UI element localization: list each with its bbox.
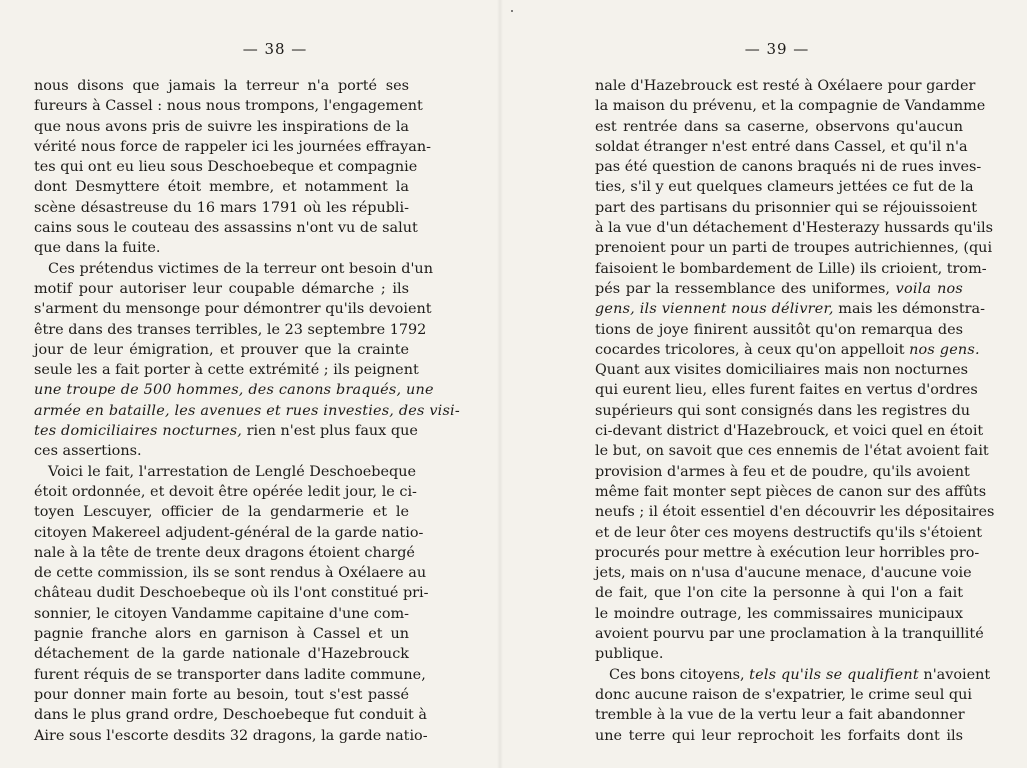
text-line: jets, mais on n'usa d'aucune menace, d'aucune voie (595, 565, 972, 582)
text-line: Ces prétendus victimes de la terreur ont besoin d'un (48, 260, 433, 277)
right-page (500, 0, 1000, 768)
text-line: gens, ils viennent nous délivrer, mais les démonstra- (595, 301, 985, 318)
text-line: à la vue d'un détachement d'Hesterazy hussards qu'ils (595, 220, 994, 237)
text-line: que nous avons pris de suivre les inspirations de la (34, 118, 409, 135)
text-line: Voici le fait, l'arrestation de Lenglé Deschoebeque (48, 463, 416, 480)
text-line: Quant aux visites domiciliaires mais non nocturnes (595, 362, 968, 379)
text-line: château dudit Deschoebeque où ils l'ont constitué pri- (34, 585, 429, 602)
text-line: une troupe de 500 hommes, des canons braqués, une (34, 382, 434, 399)
text-line: Aire sous l'escorte desdits 32 dragons, la garde natio- (34, 727, 428, 744)
text-line: pour donner main forte au besoin, tout s'est passé (34, 686, 409, 703)
text-line: tes domiciliaires nocturnes, rien n'est plus faux que (34, 423, 418, 440)
text-line: ces assertions. (34, 443, 142, 460)
text-line: scène désastreuse du 16 mars 1791 où les républi- (34, 199, 409, 216)
text-line: procurés pour mettre à exécution leur horribles pro- (595, 544, 980, 561)
text-line: étoit ordonnée, et devoit être opérée ledit jour, le ci- (34, 483, 417, 500)
text-line: même fait monter sept pièces de canon sur des affûts (595, 483, 987, 500)
text-line: furent réquis de se transporter dans ladite commune, (34, 666, 426, 683)
text-line: de fait, que l'on cite la personne à qui l'on a fait (595, 585, 963, 602)
text-line: qui eurent lieu, elles furent faites en vertus d'ordres (595, 382, 978, 399)
text-line: que dans la fuite. (34, 240, 161, 257)
left-page-number: — 38 — (242, 40, 308, 58)
text-line: citoyen Makereel adjudent-général de la garde natio- (34, 524, 424, 541)
text-line: avoient pourvu par une proclamation à la tranquillité (595, 626, 984, 643)
text-line: donc aucune raison de s'expatrier, le crime seul qui (595, 686, 972, 703)
text-line: de cette commission, ils se sont rendus à Oxélaere au (34, 565, 427, 582)
text-line: prenoient pour un parti de troupes autrichiennes, (qui (595, 240, 993, 257)
text-line: cocardes tricolores, à ceux qu'on appelloit nos gens. (595, 341, 980, 358)
text-line: jour de leur émigration, et prouver que la crainte (34, 341, 409, 358)
text-line: seule les a fait porter à cette extrémité ; ils peignent (34, 362, 419, 379)
text-line: soldat étranger n'est entré dans Cassel, et qu'il n'a (595, 138, 968, 155)
text-line: pas été question de canons braqués ni de rues inves- (595, 159, 982, 176)
text-line: fureurs à Cassel : nous nous trompons, l'engagement (34, 98, 423, 115)
text-line: publique. (595, 646, 664, 663)
text-line: la maison du prévenu, et la compagnie de Vandamme (595, 98, 986, 115)
text-line: est rentrée dans sa caserne, observons qu'aucun (595, 118, 963, 135)
text-line: ties, s'il y eut quelques clameurs jettées ce fut de la (595, 179, 974, 196)
text-line: provision d'armes à feu et de poudre, qu'ils avoient (595, 463, 970, 480)
text-line: neufs ; il étoit essentiel d'en découvrir les dépositaires (595, 504, 995, 521)
text-line: tions de joye finirent aussitôt qu'on remarqua des (595, 321, 963, 338)
text-line: cains sous le couteau des assassins n'ont vu de salut (34, 220, 418, 237)
text-line: tes qui ont eu lieu sous Deschoebeque et compagnie (34, 159, 418, 176)
right-page-number: — 39 — (744, 40, 810, 58)
text-line: dont Desmyttere étoit membre, et notamment la (34, 179, 409, 196)
text-line: sonnier, le citoyen Vandamme capitaine d'une com- (34, 605, 409, 622)
text-line: ci-devant district d'Hazebrouck, et voici quel en étoit (595, 423, 984, 440)
text-line: tremble à la vue de la vertu leur a fait abandonner (595, 707, 965, 724)
text-line: le moindre outrage, les commissaires municipaux (595, 605, 963, 622)
text-line: part des partisans du prisonnier qui se réjouissoient (595, 199, 977, 216)
text-line: nous disons que jamais la terreur n'a porté ses (34, 78, 409, 94)
text-line: pagnie franche alors en garnison à Cassel et un (34, 626, 409, 643)
text-line: détachement de la garde nationale d'Hazebrouck (34, 646, 409, 663)
text-line: dans le plus grand ordre, Deschoebeque fut conduit à (34, 707, 427, 724)
text-line: une terre qui leur reprochoit les forfaits dont ils (595, 727, 963, 744)
text-line: supérieurs qui sont consignés dans les registres du (595, 402, 971, 419)
text-line: Ces bons citoyens, tels qu'ils se qualifient n'avoient (609, 666, 991, 683)
left-page (0, 0, 500, 768)
text-line: nale à la tête de trente deux dragons étoient chargé (34, 544, 415, 561)
text-line: vérité nous force de rappeler ici les journées effrayan- (34, 138, 431, 155)
text-line: toyen Lescuyer, officier de la gendarmerie et le (34, 504, 409, 521)
text-line: pés par la ressemblance des uniformes, voila nos (595, 280, 963, 297)
right-page-text (595, 76, 995, 746)
text-line: le but, on savoit que ces ennemis de l'état avoient fait (595, 443, 989, 460)
left-page-text (34, 76, 460, 746)
text-line: nale d'Hazebrouck est resté à Oxélaere pour garder (595, 78, 976, 94)
text-line: et de leur ôter ces moyens destructifs qu'ils s'étoient (595, 524, 983, 541)
text-line: être dans des transes terribles, le 23 septembre 1792 (34, 321, 427, 338)
text-line: motif pour autoriser leur coupable démarche ; ils (34, 280, 409, 297)
text-line: armée en bataille, les avenues et rues investies, des visi- (34, 402, 460, 419)
text-line: faisoient le bombardement de Lille) ils crioient, trom- (595, 260, 987, 277)
text-line: s'arment du mensonge pour démontrer qu'ils devoient (34, 301, 432, 318)
